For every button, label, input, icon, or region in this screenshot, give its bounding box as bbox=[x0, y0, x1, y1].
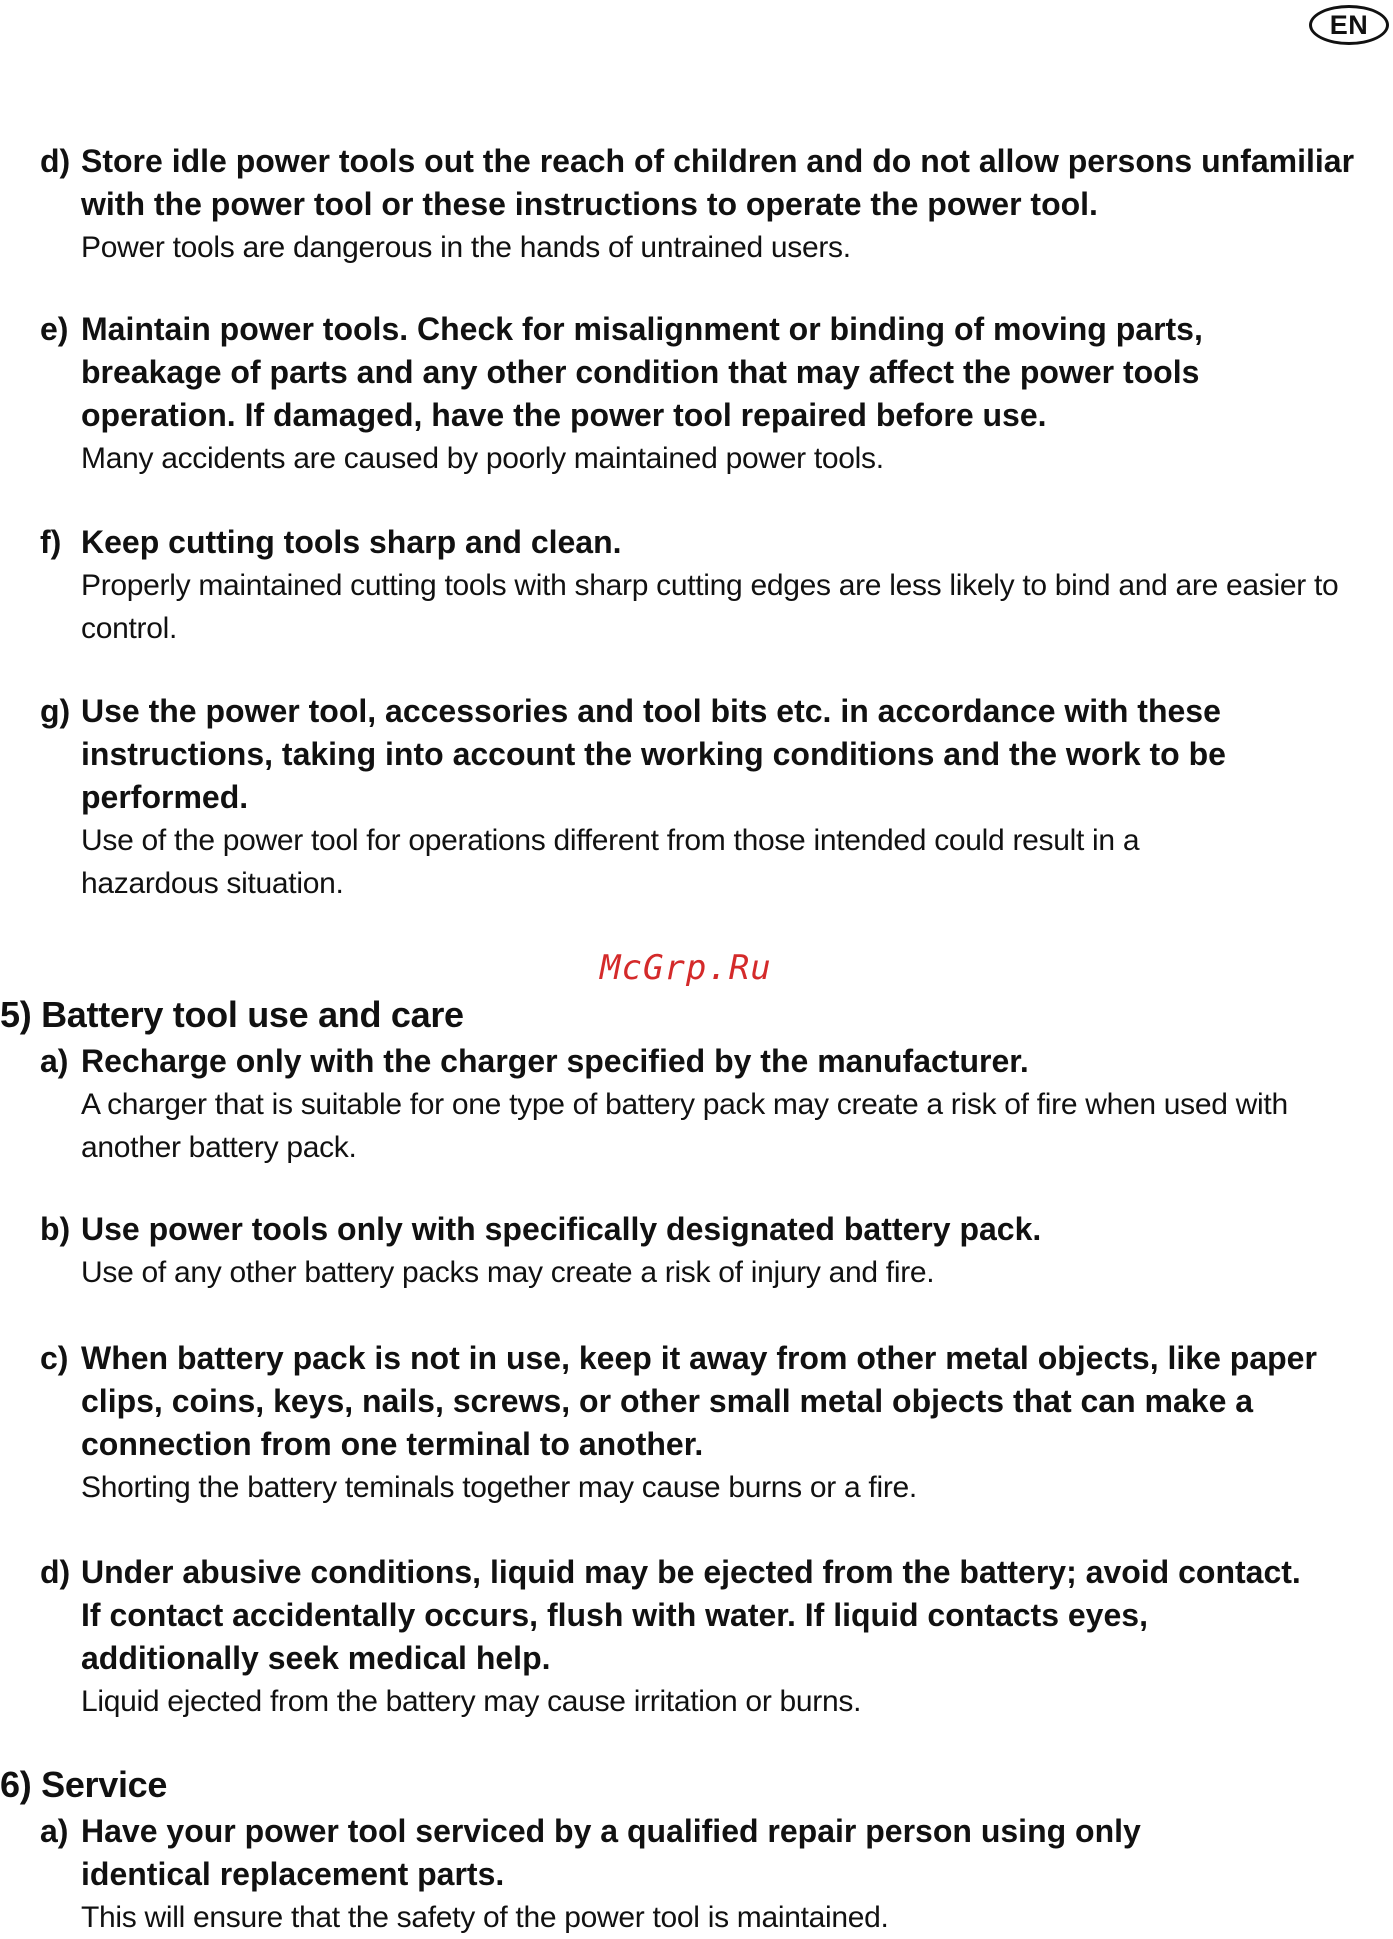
list-item-use-accordance bbox=[40, 690, 1360, 905]
item-marker: e) bbox=[40, 311, 69, 347]
watermark-text: McGrp.Ru bbox=[600, 948, 772, 988]
item-heading: Store idle power tools out the reach of children and do not allow persons unfamiliar with the power tool or these instructions to operate the power tool. bbox=[81, 143, 1355, 222]
item-heading: Use the power tool, accessories and tool bits etc. in accordance with these instructions, taking into account the working conditions and the work to be performed. bbox=[81, 693, 1226, 815]
item-marker: d) bbox=[40, 1554, 71, 1590]
item-description: A charger that is suitable for one type of battery pack may create a risk of fire when used with another battery pack. bbox=[81, 1088, 1288, 1164]
list-item-maintain-tools bbox=[40, 308, 1360, 480]
item-heading: Use power tools only with specifically designated battery pack. bbox=[81, 1211, 1042, 1247]
item-heading: Recharge only with the charger specified by the manufacturer. bbox=[81, 1043, 1029, 1079]
item-marker: g) bbox=[40, 693, 71, 729]
list-item-abusive-conditions bbox=[40, 1551, 1360, 1723]
list-item-cutting-tools bbox=[40, 521, 1360, 650]
item-description: Properly maintained cutting tools with sharp cutting edges are less likely to bind and are easier to control. bbox=[81, 569, 1339, 645]
list-item-recharge bbox=[40, 1040, 1360, 1169]
list-item-designated-battery bbox=[40, 1208, 1360, 1294]
item-description: Power tools are dangerous in the hands of untrained users. bbox=[81, 231, 851, 264]
item-marker: c) bbox=[40, 1340, 69, 1376]
item-heading: Under abusive conditions, liquid may be ejected from the battery; avoid contact. If contact accidentally occurs, flush with water. If liquid contacts eyes, additionally seek medical help. bbox=[81, 1554, 1301, 1676]
section-heading-service: 6) Service bbox=[0, 1764, 168, 1805]
item-description: Shorting the battery teminals together may cause burns or a fire. bbox=[81, 1471, 917, 1504]
item-description: Use of the power tool for operations different from those intended could result in a hazardous situation. bbox=[81, 824, 1140, 900]
item-marker: a) bbox=[40, 1813, 69, 1849]
item-heading: When battery pack is not in use, keep it away from other metal objects, like paper clips, coins, keys, nails, screws, or other small metal objects that can make a connection from one terminal to another. bbox=[81, 1340, 1317, 1462]
list-item-serviced bbox=[40, 1810, 1360, 1939]
item-description: Many accidents are caused by poorly maintained power tools. bbox=[81, 442, 884, 475]
item-description: Liquid ejected from the battery may cause irritation or burns. bbox=[81, 1685, 862, 1718]
item-marker: b) bbox=[40, 1211, 71, 1247]
item-description: Use of any other battery packs may create a risk of injury and fire. bbox=[81, 1256, 935, 1289]
list-item-store-idle-tools bbox=[40, 140, 1360, 269]
item-marker: f) bbox=[40, 524, 62, 560]
list-item-battery-not-in-use bbox=[40, 1337, 1360, 1509]
section-heading-battery: 5) Battery tool use and care bbox=[0, 994, 464, 1035]
item-description: This will ensure that the safety of the power tool is maintained. bbox=[81, 1901, 889, 1934]
item-marker: d) bbox=[40, 143, 71, 179]
item-heading: Keep cutting tools sharp and clean. bbox=[81, 524, 622, 560]
item-marker: a) bbox=[40, 1043, 69, 1079]
language-badge: EN bbox=[1309, 5, 1389, 45]
item-heading: Have your power tool serviced by a qualified repair person using only identical replacement parts. bbox=[81, 1813, 1141, 1892]
item-heading: Maintain power tools. Check for misalignment or binding of moving parts, breakage of parts and any other condition that may affect the power tools operation. If damaged, have the power tool repaired before use. bbox=[81, 311, 1203, 433]
